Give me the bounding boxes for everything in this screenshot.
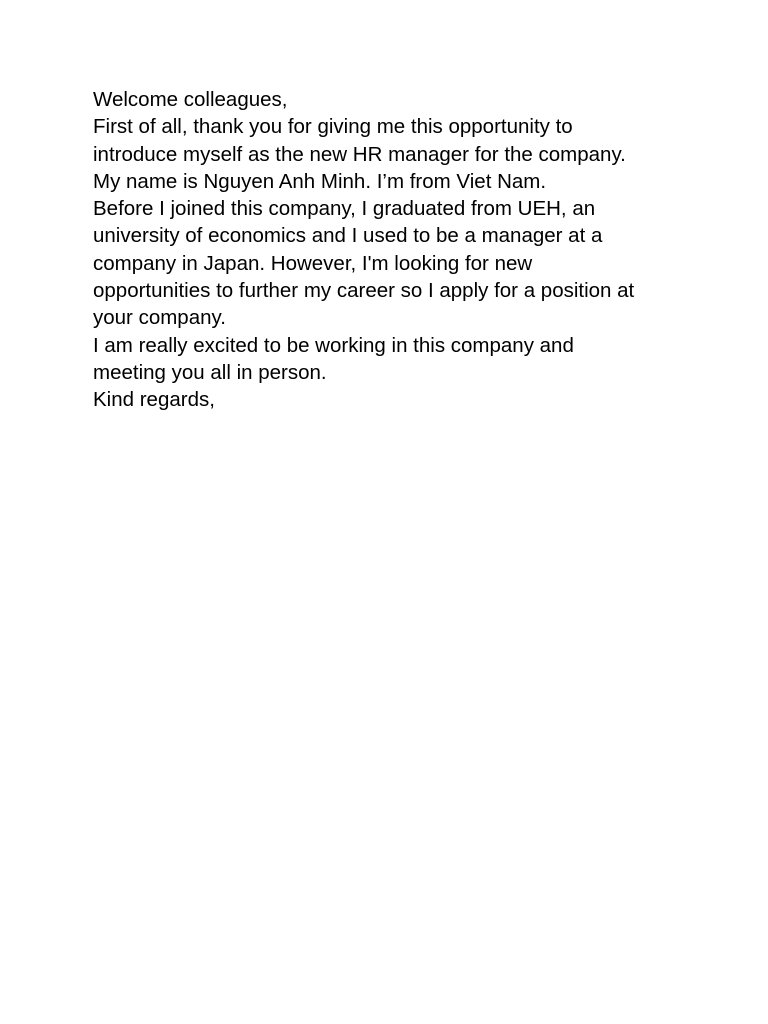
text-line: introduce myself as the new HR manager for the company.	[93, 142, 626, 166]
text-line: company in Japan. However, I'm looking for new	[93, 251, 533, 275]
closing-line: Kind regards,	[93, 388, 215, 412]
text-line: My name is Nguyen Anh Minh. I’m from Viet Nam.	[93, 169, 547, 193]
text-line: your company.	[93, 306, 226, 330]
text-line: university of economics and I used to be a manager at a	[93, 224, 603, 248]
text-line: meeting you all in person.	[93, 360, 327, 384]
text-line: Before I joined this company, I graduated from UEH, an	[93, 197, 596, 221]
text-line: opportunities to further my career so I apply for a position at	[93, 279, 635, 303]
text-line: First of all, thank you for giving me this opportunity to	[93, 115, 573, 139]
greeting-line: Welcome colleagues,	[93, 88, 288, 111]
letter-body	[93, 86, 693, 414]
text-line: I am really excited to be working in this company and	[93, 333, 574, 357]
